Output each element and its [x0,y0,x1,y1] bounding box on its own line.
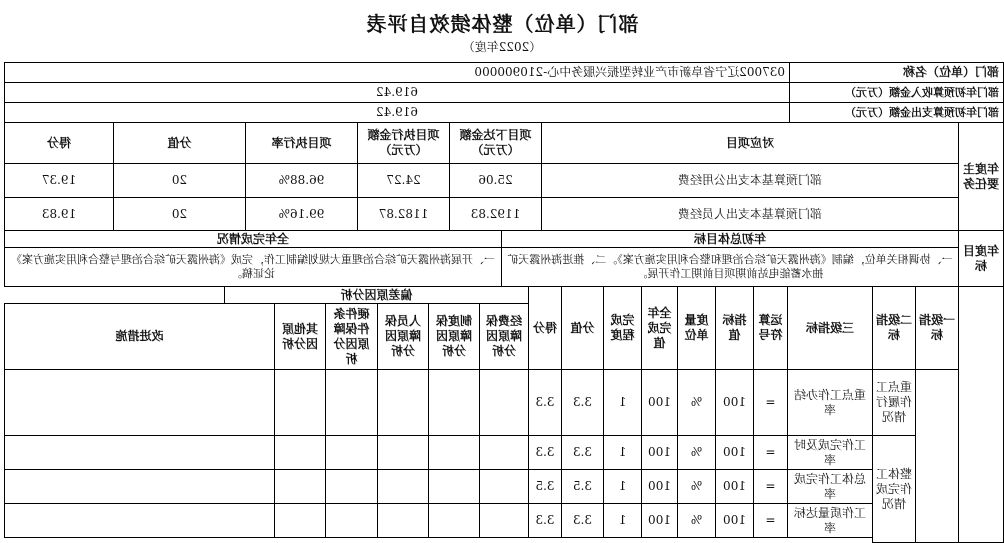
weight-cell: 3.5 [561,469,604,504]
level1-cell [915,369,959,543]
completion-cell: 1 [603,369,642,436]
th-dev-other: 其他原因分析 [274,303,326,370]
expense-value: 619.42 [4,102,790,123]
dev-funds-cell [479,503,529,538]
dev-funds-cell [479,369,529,436]
dev-hardware-cell [325,503,378,538]
th-exec-amount: 项目执行金额（万元） [357,122,450,164]
target-cell: 100 [715,435,754,470]
th-actual: 全年完成值 [641,286,678,370]
task-row-exec-amount: 24.27 [357,163,450,198]
th-ind-weight: 分值 [561,286,604,370]
th-dev-funds: 经费保障原因分析 [479,303,529,370]
target-cell: 100 [715,469,754,504]
task-row-score: 19.83 [4,197,114,231]
level3-cell: 重点工作办结率 [787,369,873,436]
level2-cell: 整体工作完成情况 [872,435,916,543]
dev-system-cell [428,435,480,470]
dev-hardware-cell [325,435,378,470]
overall-goal-header: 年初总体目标 [501,230,959,248]
th-level3: 三级指标 [787,286,873,370]
target-cell: 100 [715,503,754,538]
improve-cell [4,435,275,470]
th-improve: 改进措施 [4,303,275,370]
th-deviation: 偏差原因分析 [224,286,529,304]
task-row-exec-amount: 1182.87 [357,197,450,231]
dept-name-value: 037002辽宁省阜新市产业转型振兴服务中心-210900000 [4,62,790,83]
th-dev-hardware: 硬件条件保障原因分析 [325,303,378,370]
dev-other-cell [274,369,326,436]
dev-system-cell [428,369,480,436]
score-cell: 3.3 [528,435,562,470]
dev-system-cell [428,503,480,538]
weight-cell: 3.3 [561,369,604,436]
dev-hardware-cell [325,369,378,436]
income-label: 部门年初预算收入金额（万元） [789,82,1004,103]
operator-cell: = [753,369,788,436]
dev-system-cell [428,469,480,504]
th-budget: 项目下达金额（万元） [449,122,542,164]
improve-cell [4,369,275,436]
completion-cell: 1 [603,469,642,504]
dev-hardware-cell [325,469,378,504]
th-score: 得分 [4,122,114,164]
completion-text: 一、开展海州露天矿综合治理重大规划编制工作，完成《海州露天矿综合治理与整合利用实施方案》论证稿。 [4,247,502,287]
dev-funds-cell [479,469,529,504]
operator-cell: = [753,503,788,538]
score-cell: 3.5 [528,469,562,504]
completion-cell: 1 [603,503,642,538]
operator-cell: = [753,435,788,470]
dev-other-cell [274,503,326,538]
actual-cell: 100 [641,369,678,436]
actual-cell: 100 [641,435,678,470]
year-subtitle: （2022年度） [462,40,542,54]
task-row-weight: 20 [113,197,246,231]
task-row-project: 部门预算基本支出公用经费 [541,163,959,198]
dev-staff-cell [377,469,429,504]
goals-section-label: 年度目标 [958,230,1004,287]
income-value: 619.42 [4,82,790,103]
th-completion: 完成程度 [603,286,642,370]
score-cell: 3.3 [528,369,562,436]
operator-cell: = [753,469,788,504]
task-row-weight: 20 [113,163,246,198]
unit-cell: % [677,435,716,470]
th-level1: 一级指标 [915,286,959,370]
level3-cell: 工作质量达标率 [787,503,873,538]
th-ind-score: 得分 [528,286,562,370]
level3-cell: 总体工作完成率 [787,469,873,504]
completion-cell: 1 [603,435,642,470]
weight-cell: 3.3 [561,435,604,470]
dev-staff-cell [377,369,429,436]
completion-header: 全年完成情况 [4,230,502,248]
dev-other-cell [274,469,326,504]
th-operator: 运算符号 [753,286,788,370]
task-row-exec-rate: 96.88% [245,163,358,198]
actual-cell: 100 [641,469,678,504]
improve-cell [4,469,275,504]
dev-funds-cell [479,435,529,470]
expense-label: 部门年初预算支出金额（万元） [789,102,1004,123]
target-cell: 100 [715,369,754,436]
unit-cell: % [677,469,716,504]
level3-cell: 工作完成及时率 [787,435,873,470]
improve-cell [4,503,275,538]
th-target: 指标值 [715,286,754,370]
unit-cell: % [677,369,716,436]
task-row-budget: 1192.83 [449,197,542,231]
overall-goal-text: 一、协调相关单位，编制《海州露天矿综合治理和整合利用实施方案》。二、推进海州露天矿抽水蓄能电站前期项目前期工作开展。 [501,247,959,287]
tasks-section-label: 年度主要任务 [958,122,1004,231]
unit-cell: % [677,503,716,538]
th-level2: 二级指标 [872,286,916,370]
th-weight: 分值 [113,122,246,164]
dev-other-cell [274,435,326,470]
dev-staff-cell [377,503,429,538]
th-exec-rate: 项目执行率 [245,122,358,164]
task-row-budget: 25.06 [449,163,542,198]
task-row-exec-rate: 99.16% [245,197,358,231]
th-unit: 度量单位 [677,286,716,370]
score-cell: 3.3 [528,503,562,538]
level2-cell: 重点工作履行情况 [872,369,916,436]
actual-cell: 100 [641,503,678,538]
th-dev-staff: 人员保障原因分析 [377,303,429,370]
weight-cell: 3.3 [561,503,604,538]
dept-name-label: 部门（单位）名称 [789,62,1004,83]
page-title: 部门（单位）整体绩效自评表 [365,12,639,36]
indicators-side-column [958,286,1004,543]
th-dev-system: 制度保障原因分析 [428,303,480,370]
task-row-score: 19.37 [4,163,114,198]
th-project: 对应项目 [541,122,959,164]
task-row-project: 部门预算基本支出人员经费 [541,197,959,231]
dev-staff-cell [377,435,429,470]
